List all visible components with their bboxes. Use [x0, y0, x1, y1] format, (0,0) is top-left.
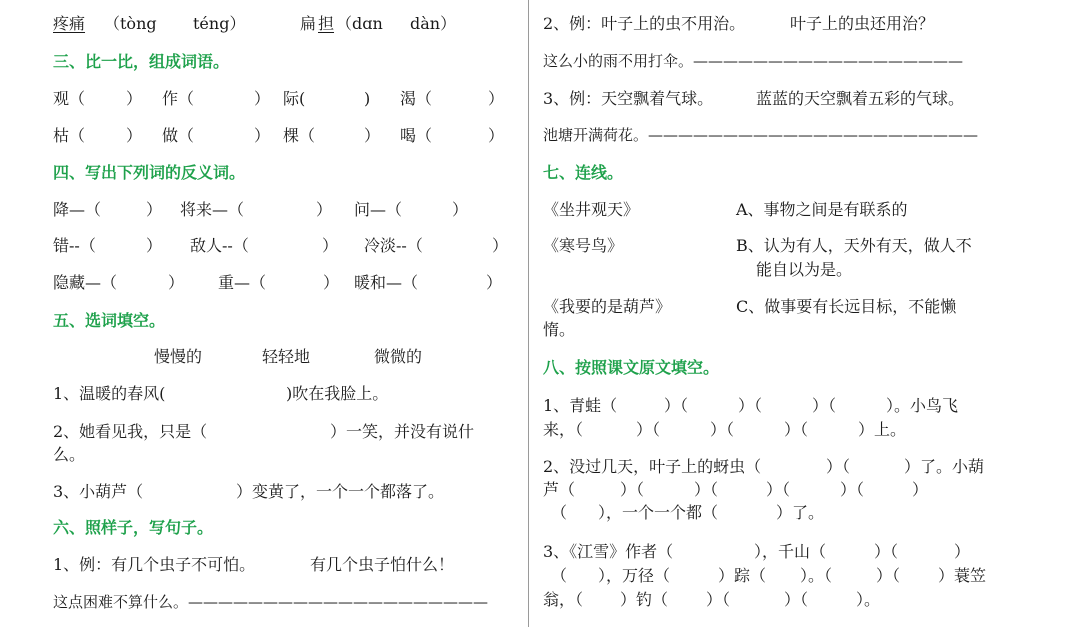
s3-r1-c4-close: ）	[488, 89, 505, 108]
s4-r2-c2-close: ）	[322, 236, 339, 255]
s3-r1-c3-close: )	[364, 89, 371, 108]
s3-r1-c1: 观（	[53, 89, 86, 108]
match-item-3: 《我要的是葫芦》	[543, 297, 672, 316]
s8-q3-l3-3: ）（	[784, 590, 809, 609]
s8-q2-l2-1: ）（	[620, 480, 645, 499]
s4-r3-c3-close: ）	[486, 273, 503, 292]
s6-ex2-line: 这么小的雨不用打伞。——————————————————	[543, 52, 964, 70]
s8-q3-l2-4: ）（	[876, 566, 901, 585]
s6-ex1-b: 有几个虫子怕什么！	[310, 555, 455, 574]
s6-ex3-a: 3、例：天空飘着气球。	[543, 89, 714, 108]
s8-q2-l3-0: （	[551, 503, 568, 522]
s3-r2-c1-close: ）	[126, 126, 143, 145]
s5-q1-b: )吹在我脸上。	[286, 384, 389, 403]
s4-r1-c1-close: ）	[146, 200, 163, 219]
s4-r1-c3: 问—（	[354, 200, 403, 219]
s8-q3-l1-2: ）（	[874, 542, 899, 561]
s8-q1-l2-4: ）上。	[858, 420, 907, 439]
s3-r1-c4: 渴（	[400, 89, 433, 108]
s8-q1-l1-4: ）。小鸟飞	[886, 396, 959, 415]
s3-r2-c1: 枯（	[53, 126, 86, 145]
s4-r2-c3-close: ）	[492, 236, 509, 255]
s3-r1-c2-close: ）	[254, 89, 271, 108]
s8-q1-l1-3: ）（	[812, 396, 837, 415]
section-7-heading: 七、连线。	[543, 163, 624, 182]
s5-q1-a: 1、温暖的春风(	[53, 384, 166, 403]
match-item-3-cont: 惰。	[543, 320, 576, 339]
s3-r2-c3: 棵（	[283, 126, 316, 145]
section-6-heading: 六、照样子，写句子。	[53, 518, 214, 537]
s8-q3-l3-0: 翁，（	[543, 590, 584, 609]
s4-r3-c2: 重—（	[218, 273, 267, 292]
s5-q2-c: 么。	[53, 445, 86, 464]
s8-q2-l1-1: ）（	[826, 457, 851, 476]
s8-q1-l2-1: ）（	[636, 420, 661, 439]
s6-ex3-b: 蓝蓝的天空飘着五彩的气球。	[756, 89, 965, 108]
s6-ex1-line: 这点困难不算什么。————————————————————	[53, 593, 489, 611]
s8-q2-l2-0: 芦（	[543, 480, 576, 499]
s5-q3-b: ）变黄了，一个一个都落了。	[236, 482, 445, 501]
pinyin-teng: téng）	[193, 14, 246, 33]
s5-q3-a: 3、小葫芦（	[53, 482, 144, 501]
s8-q2-l2-3: ）（	[766, 480, 791, 499]
s3-r2-c4-close: ）	[488, 126, 505, 145]
s8-q1-l2-3: ）（	[784, 420, 809, 439]
match-option-a: A、事物之间是有联系的	[736, 200, 908, 219]
s4-r3-c1-close: ）	[168, 273, 185, 292]
s8-q3-l3-2: ）（	[706, 590, 731, 609]
s6-ex1-a: 1、例：有几个虫子不可怕。	[53, 555, 256, 574]
s3-r2-c2: 做（	[162, 126, 195, 145]
s8-q1-l1-1: ）（	[664, 396, 689, 415]
s8-q2-l2-5: ）	[912, 480, 929, 499]
s8-q2-l1-2: ）了。小葫	[904, 457, 985, 476]
s6-ex2-a: 2、例：叶子上的虫不用治。	[543, 14, 746, 33]
s8-q3-l1-1: ），千山（	[754, 542, 827, 561]
column-divider	[528, 0, 529, 627]
s8-q3-l2-0: （	[551, 566, 568, 585]
word-choice-1: 慢慢的	[154, 347, 203, 366]
section-3-heading: 三、比一比，组成词语。	[53, 52, 230, 71]
s4-r3-c2-close: ）	[323, 273, 340, 292]
s3-r1-c3: 际(	[283, 89, 306, 108]
s8-q3-l1-3: ）	[954, 542, 971, 561]
word-tengtong: 疼痛	[53, 14, 86, 33]
word-biandan-a: 扁	[300, 14, 317, 33]
s4-r2-c1: 错--（	[53, 236, 96, 255]
s8-q3-l2-5: ）蓑笠	[938, 566, 987, 585]
pinyin-tong: （tòng	[104, 14, 157, 33]
s8-q2-l2-4: ）（	[840, 480, 865, 499]
match-option-b-line1: B、认为有人，天外有天，做人不	[736, 236, 972, 255]
s4-r1-c3-close: ）	[452, 200, 469, 219]
s8-q2-l2-2: ）（	[694, 480, 719, 499]
s3-r1-c1-close: ）	[126, 89, 143, 108]
s8-q1-l1-2: ）（	[738, 396, 763, 415]
s8-q2-l3-1: ），一个一个都（	[598, 503, 719, 522]
section-8-heading: 八、按照课文原文填空。	[543, 358, 720, 377]
s8-q1-l2-0: 来，（	[543, 420, 584, 439]
s8-q3-l2-2: ）踪（	[718, 566, 767, 585]
s8-q1-l1-0: 1、青蛙（	[543, 396, 618, 415]
match-option-b-line2: 能自以为是。	[756, 260, 853, 279]
pinyin-dan2: dàn）	[410, 14, 457, 33]
s3-r1-c2: 作（	[162, 89, 195, 108]
s4-r3-c1: 隐藏—（	[53, 273, 118, 292]
s8-q1-l2-2: ）（	[710, 420, 735, 439]
s3-r2-c2-close: ）	[254, 126, 271, 145]
match-item-2: 《寒号鸟》	[543, 236, 624, 255]
word-choice-2: 轻轻地	[262, 347, 311, 366]
match-option-c: C、做事要有长远目标，不能懒	[736, 297, 957, 316]
s4-r1-c2-close: ）	[316, 200, 333, 219]
s8-q2-l1-0: 2、没过几天，叶子上的蚜虫（	[543, 457, 762, 476]
section-4-heading: 四、写出下列词的反义词。	[53, 163, 246, 182]
s4-r2-c3: 冷淡--（	[364, 236, 423, 255]
word-choice-3: 微微的	[374, 347, 423, 366]
s8-q3-l1-0: 3、《江雪》作者（	[543, 542, 674, 561]
s8-q3-l2-1: ），万径（	[598, 566, 671, 585]
s8-q2-l3-2: ）了。	[776, 503, 825, 522]
s4-r2-c1-close: ）	[146, 236, 163, 255]
s6-ex2-b: 叶子上的虫还用治？	[790, 14, 935, 33]
s8-q3-l3-1: ）钓（	[620, 590, 669, 609]
word-biandan-b: 担	[318, 14, 335, 33]
s8-q3-l3-4: ）。	[856, 590, 881, 609]
s3-r2-c3-close: ）	[364, 126, 381, 145]
s5-q2-a: 2、她看见我，只是（	[53, 422, 208, 441]
s3-r2-c4: 喝（	[400, 126, 433, 145]
s4-r3-c3: 暖和—（	[354, 273, 419, 292]
s4-r1-c2: 将来—（	[180, 200, 245, 219]
pinyin-dan1: （dɑn	[336, 14, 383, 33]
s6-ex3-line: 池塘开满荷花。——————————————————————	[543, 126, 979, 144]
s4-r1-c1: 降—（	[53, 200, 102, 219]
s4-r2-c2: 敌人--（	[190, 236, 249, 255]
s5-q2-b: ）一笑，并没有说什	[330, 422, 475, 441]
section-5-heading: 五、选词填空。	[53, 311, 166, 330]
s8-q3-l2-3: ）。（	[800, 566, 833, 585]
match-item-1: 《坐井观天》	[543, 200, 640, 219]
